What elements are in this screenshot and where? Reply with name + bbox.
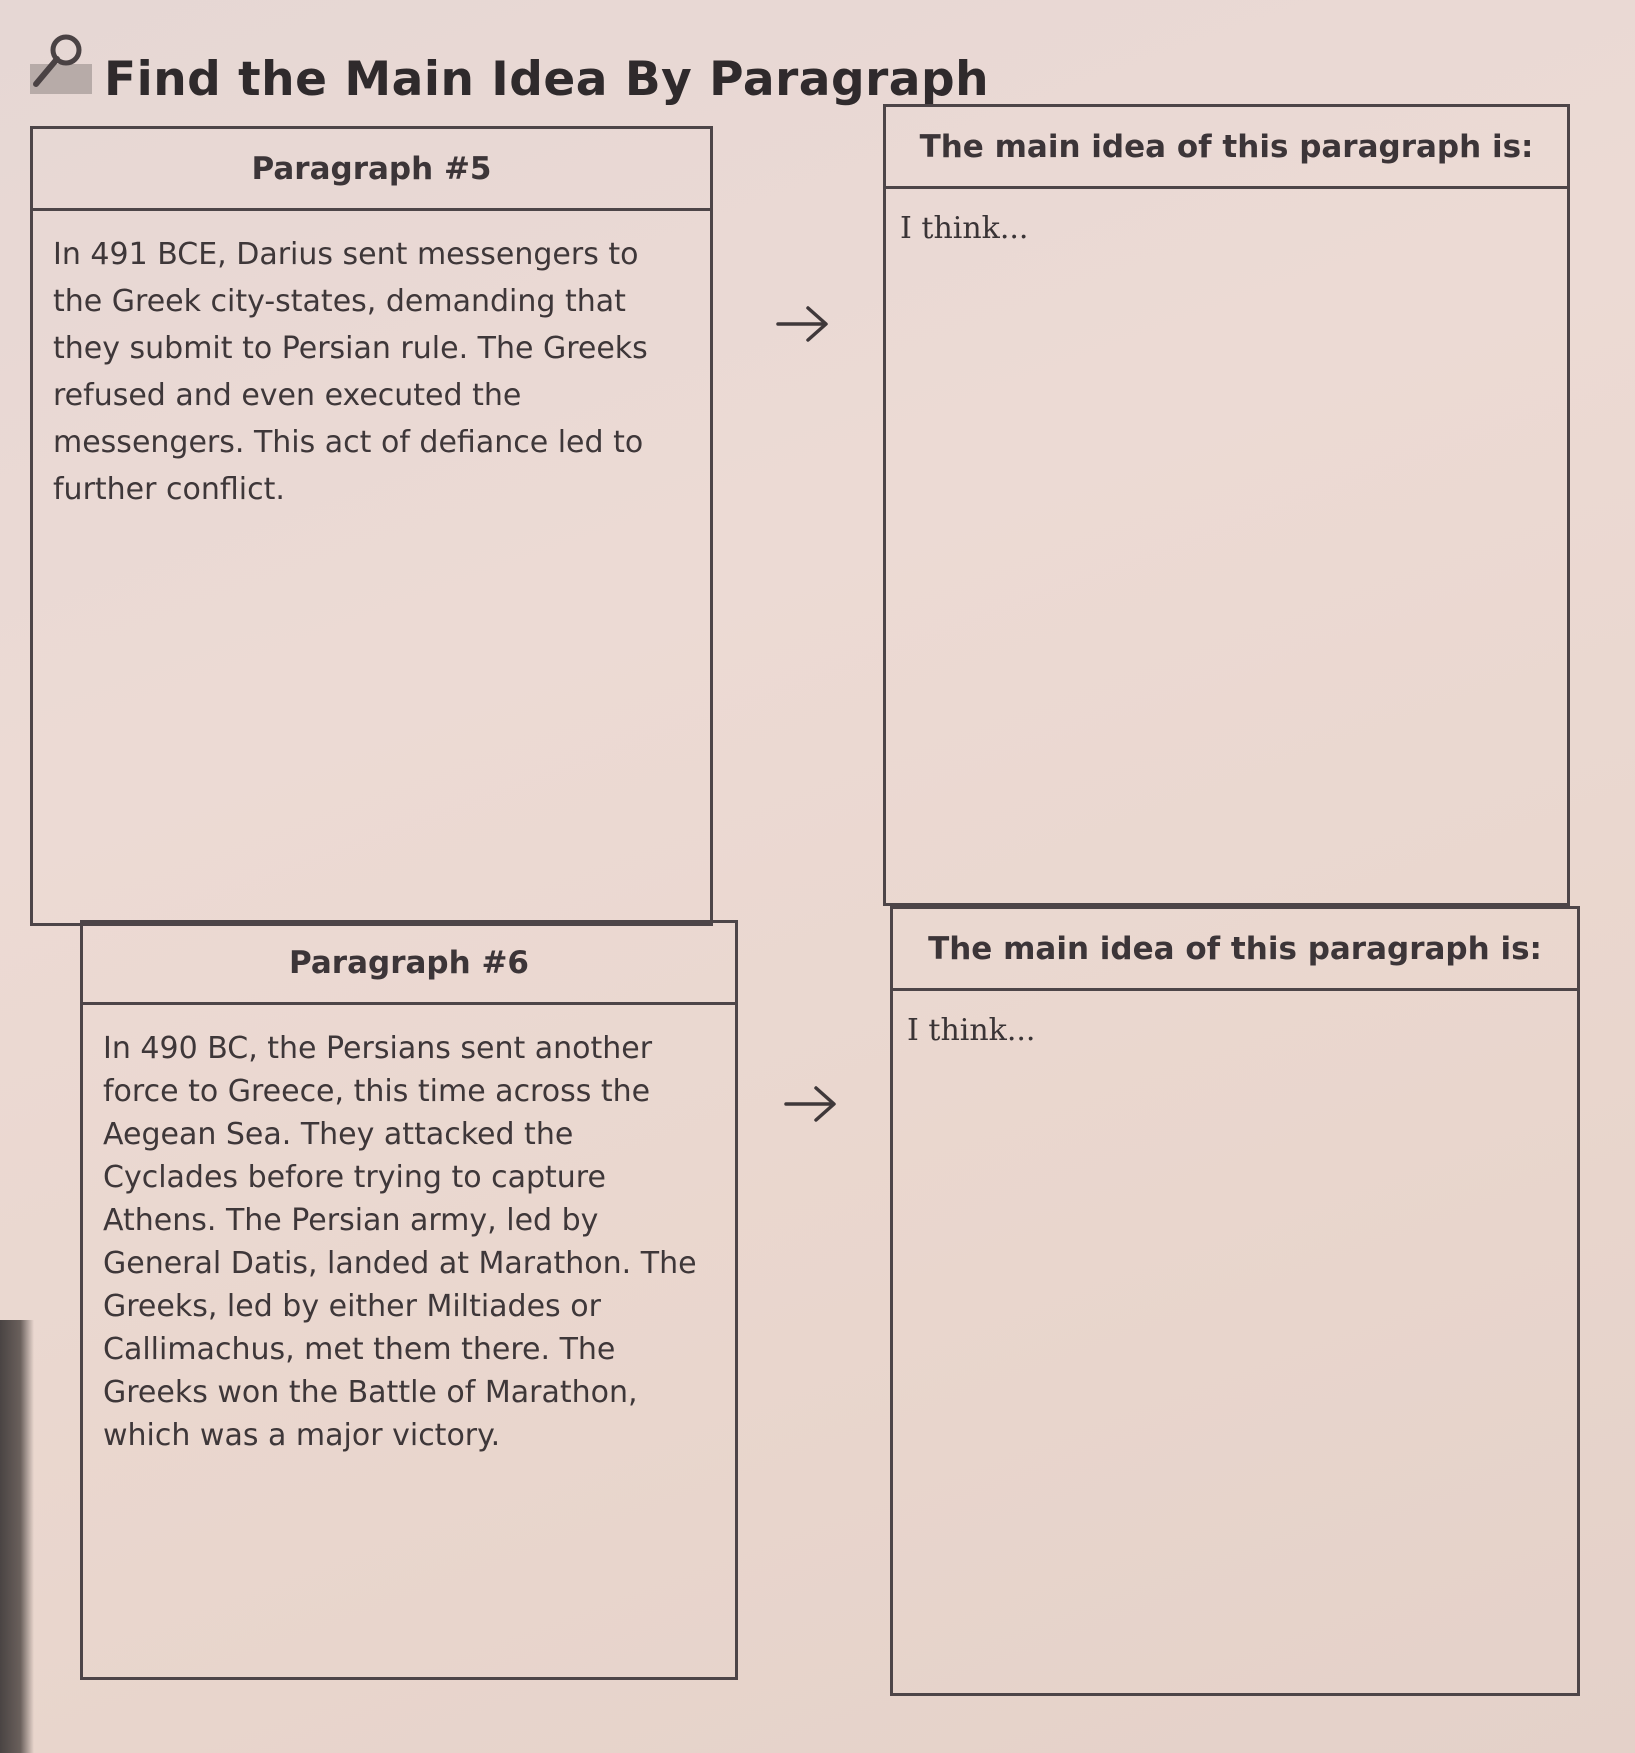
paragraph-6-text: In 490 BC, the Persians sent another force to Greece, this time across the Aegean Sea. They attacked the Cyclades before trying to capture Athens. The Persian army, led by General Datis, landed at Marathon. The Greeks, led by either Miltiades or Callimachus, met them there. The Greeks won the Battle of Marathon, which was a major victory.: [103, 1031, 697, 1453]
paragraph-5-text: In 491 BCE, Darius sent messengers to the Greek city-states, demanding that they submit to Persian rule. The Greeks refused and even executed the messengers. This act of defiance led to further conflict.: [53, 237, 648, 507]
main-idea-5-box: [883, 104, 1570, 906]
page-title: Find the Main Idea By Paragraph: [104, 52, 990, 107]
main-idea-5-heading: The main idea of this paragraph is:: [886, 107, 1567, 189]
main-idea-6-answer-area[interactable]: I think...: [907, 1013, 1036, 1048]
paragraph-5-heading: Paragraph #5: [33, 129, 710, 211]
paragraph-6-box: [80, 920, 738, 1680]
main-idea-6-box: [890, 906, 1580, 1696]
main-idea-5-answer-area[interactable]: I think...: [900, 211, 1029, 246]
magnifying-glass-icon: [26, 30, 96, 100]
photo-edge-shadow: [0, 1320, 34, 1753]
main-idea-6-heading: The main idea of this paragraph is:: [893, 909, 1577, 991]
paragraph-6-heading: Paragraph #6: [83, 923, 735, 1005]
paragraph-5-box: [30, 126, 713, 926]
arrow-right-icon: [774, 302, 832, 346]
arrow-right-icon: [782, 1082, 840, 1126]
